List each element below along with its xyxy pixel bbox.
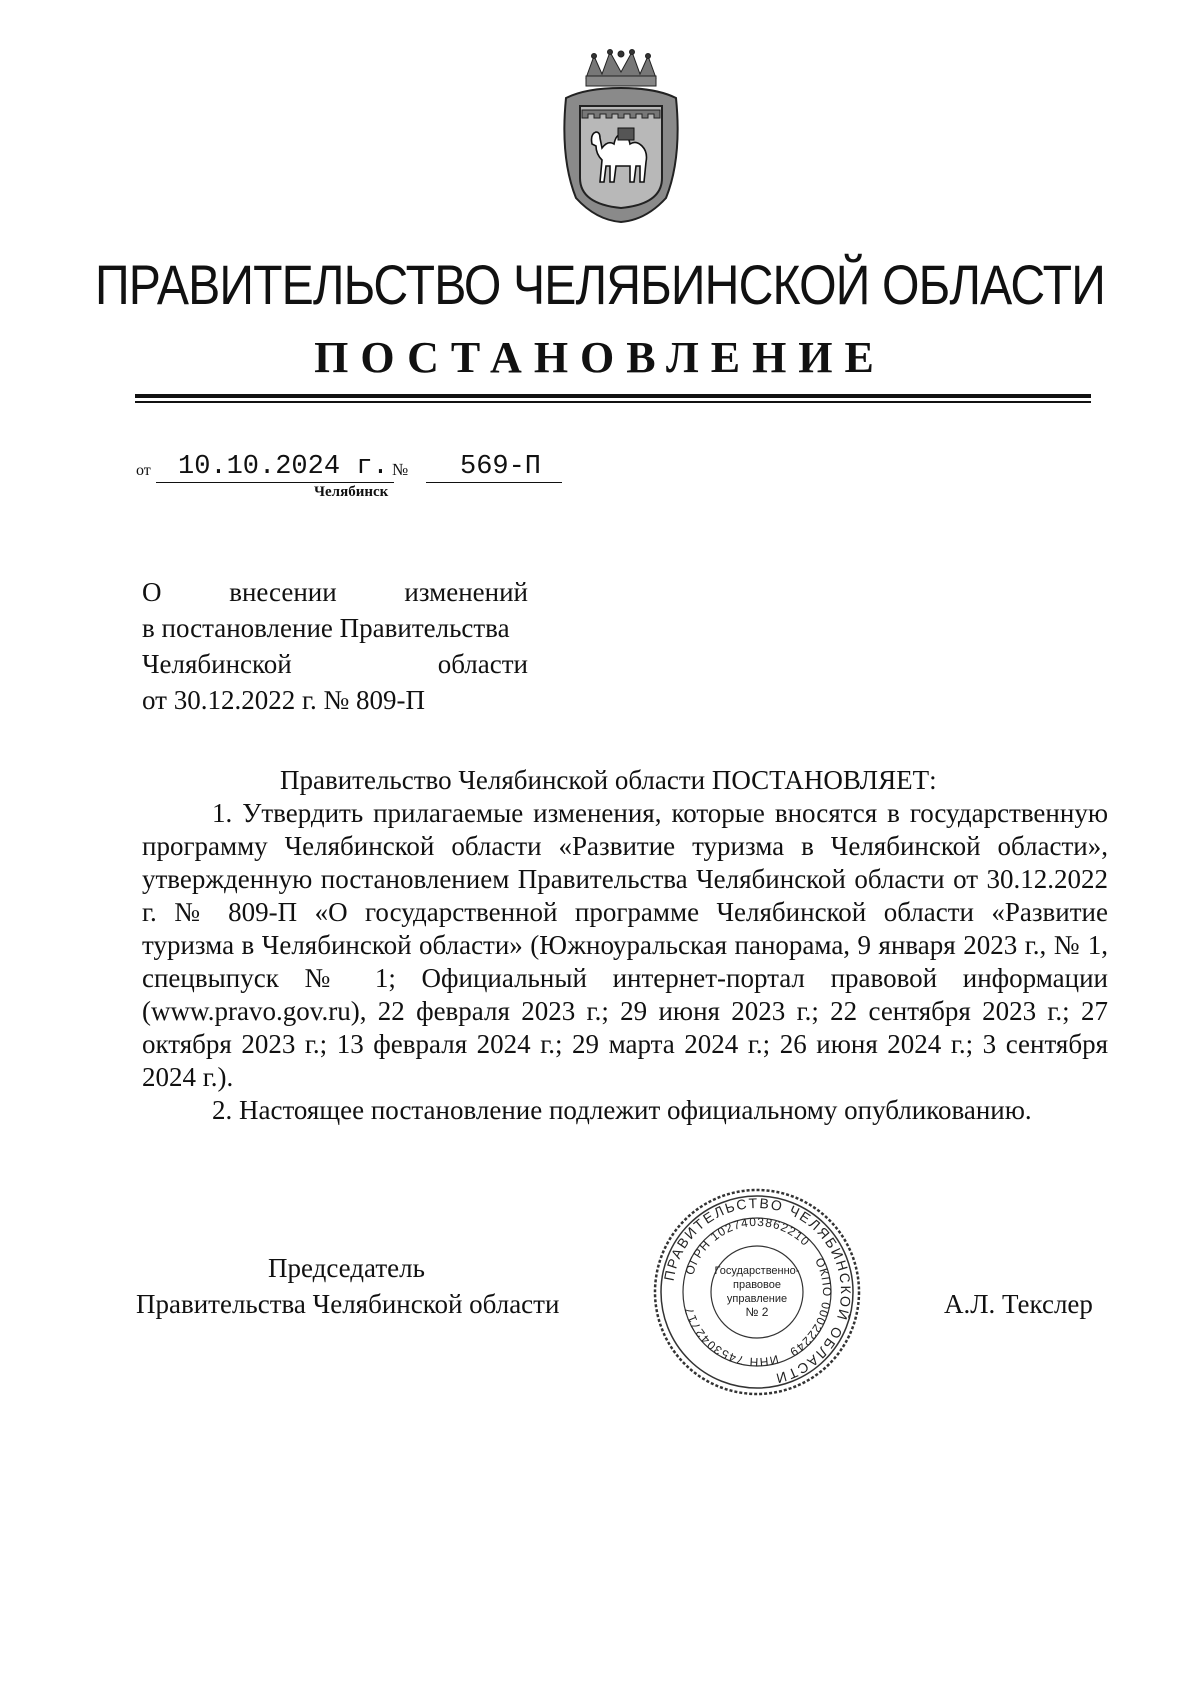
header-divider-thin (135, 401, 1091, 403)
document-body (142, 764, 1108, 1127)
stamp-center-line2: правовое (733, 1279, 781, 1291)
subject-line: О внесении изменений (142, 577, 528, 607)
resolution-intro: Правительство Челябинской области ПОСТАНОВЛЯЕТ: (280, 765, 937, 795)
document-number: 569-П (460, 452, 542, 482)
stamp-outer-text: ПРАВИТЕЛЬСТВО ЧЕЛЯБИНСКОЙ ОБЛАСТИ (660, 1194, 855, 1388)
stamp-okpo: ОКПО 00022249 (786, 1255, 835, 1360)
header-divider-thick (135, 394, 1091, 398)
subject-line: в постановление Правительства (142, 613, 510, 643)
subject-line: от 30.12.2022 г. № 809-П (142, 685, 425, 715)
official-stamp-icon (651, 1186, 863, 1398)
number-label: № (392, 460, 409, 479)
document-subject (142, 574, 528, 718)
document-city: Челябинск (314, 484, 389, 500)
resolution-item-2: 2. Настоящее постановление подлежит официальному опубликованию. (212, 1095, 1032, 1125)
signatory-role-line1: Председатель (268, 1253, 425, 1283)
signatory-role-line2: Правительства Челябинской области (136, 1289, 560, 1319)
subject-line: Челябинской области (142, 649, 528, 679)
stamp-inn: ИНН 7453042717 (681, 1305, 780, 1370)
document-date: 10.10.2024 г. (178, 452, 389, 482)
resolution-item-1: 1. Утвердить прилагаемые изменения, которые вносятся в государственную программу Челябинской области «Развитие туризма в Челябинской области», утвержденную постановлением Правительства Челябинской области от 30.12.2022 г. № 809-П «О государственной программе Челябинской области «Развитие туризма в Челябинской области» (Южноуральская панорама, 9 января 2023 г., № 1, спецвыпуск № 1; Официальный интернет-портал правовой информации (www.pravo.gov.ru), 22 февраля 2023 г.; 29 июня 2023 г.; 22 сентября 2023 г.; 27 октября 2023 г.; 13 февраля 2024 г.; 29 марта 2024 г.; 26 июня 2024 г.; 3 сентября 2024 г.). (142, 798, 1108, 1092)
document-type-heading: ПОСТАНОВЛЕНИЕ (314, 333, 886, 382)
signatory-name: А.Л. Текслер (944, 1289, 1093, 1319)
date-label: от (136, 462, 151, 479)
stamp-center-line4: № 2 (745, 1305, 769, 1319)
stamp-center-line1: Государственно- (714, 1265, 800, 1277)
stamp-center-line3: управление (726, 1293, 788, 1305)
coat-of-arms-icon (556, 48, 686, 224)
stamp-ogrn: ОГРН 1027403862210 (682, 1214, 813, 1277)
organization-title: ПРАВИТЕЛЬСТВО ЧЕЛЯБИНСКОЙ ОБЛАСТИ (95, 253, 1105, 316)
